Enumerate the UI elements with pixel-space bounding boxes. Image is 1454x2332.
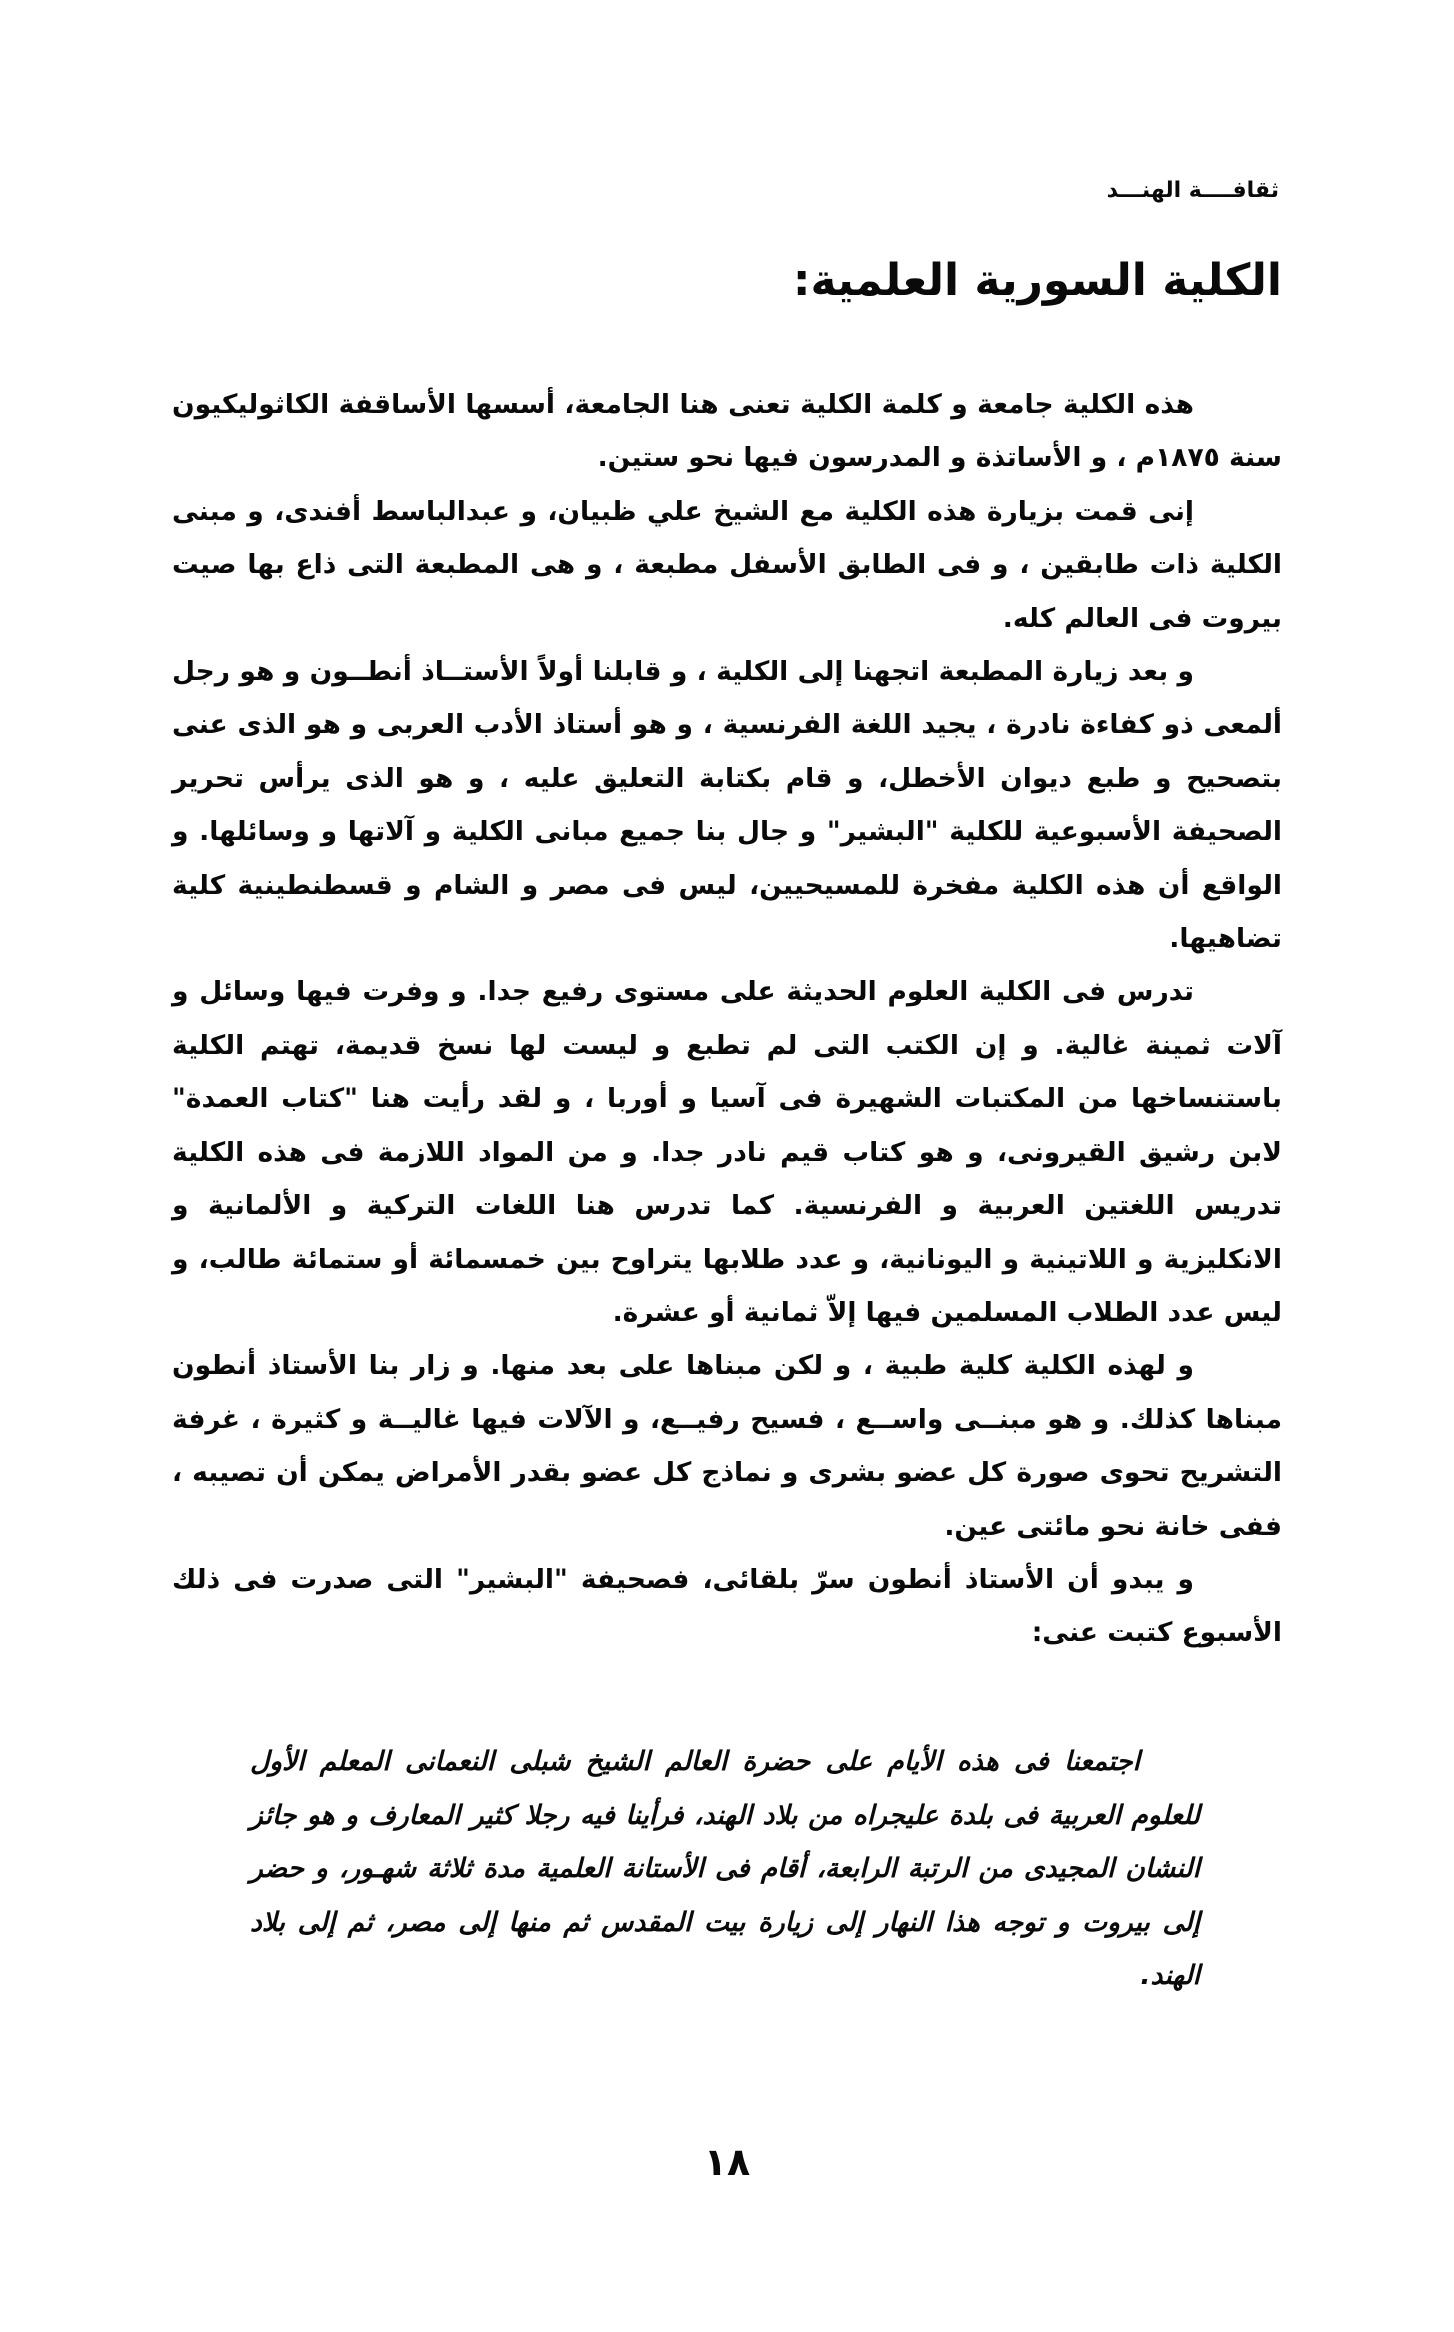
quote-paragraph: اجتمعنا فى هذه الأيام على حضرة العالم الشيخ شبلى النعمانى المعلم الأول للعلوم العربية فى بلدة عليجراه من بلاد الهند، فرأينا فيه رجلا كثير المعارف و هو جائز النشان المجيدى من الرتبة الرابعة، أقام فى الأستانة العلمية مدة ثلاثة شهـور، و حضر إلى بيروت و توجه هذا النهار إلى زيارة بيت المقدس ثم منها إلى مصر، ثم إلى بلاد الهند. <box>250 1746 1200 1992</box>
body-text <box>172 378 1282 1660</box>
paragraph-medical-college: و لهذه الكلية كلية طبية ، و لكن مبناها على بعد منها. و زار بنا الأستاذ أنطون مبناها كذلك. و هو مبنــى واســع ، فسيح رفيــع، و الآلات فيها غاليــة و كثيرة ، غرفة التشريح تحوى صورة كل عضو بشرى و نماذج كل عضو بقدر الأمراض يمكن أن تصيبه ، ففى خانة نحو مائتى عين. <box>172 1350 1282 1542</box>
paragraph-professor-anton: و بعد زيارة المطبعة اتجهنا إلى الكلية ، و قابلنا أولاً الأستــاذ أنطــون و هو رجل ألمعى ذو كفاءة نادرة ، يجيد اللغة الفرنسية ، و هو أستاذ الأدب العربى و هو الذى عنى بتصحيح و طبع ديوان الأخطل، و قام بكتابة التعليق عليه ، و هو الذى يرأس تحرير الصحيفة الأسبوعية للكلية "البشير" و جال بنا جميع مبانى الكلية و آلاتها و وسائلها. و الواقع أن هذه الكلية مفخرة للمسيحيين، ليس فى مصر و الشام و قسطنطينية كلية تضاهيها. <box>172 656 1282 955</box>
block-quote <box>250 1735 1200 2003</box>
running-header: ثقافــــة الهنـــد <box>1106 178 1279 203</box>
paragraph-al-bashir: و يبدو أن الأستاذ أنطون سرّ بلقائى، فصحيفة "البشير" التى صدرت فى ذلك الأسبوع كتبت عنى: <box>172 1563 1282 1649</box>
paragraph-curriculum: تدرس فى الكلية العلوم الحديثة على مستوى رفيع جدا. و وفرت فيها وسائل و آلات ثمينة غالية. و إن الكتب التى لم تطبع و ليست لها نسخ قديمة، تهتم الكلية باستنساخها من المكتبات الشهيرة فى آسيا و أوربا ، و لقد رأيت هنا "كتاب العمدة" لابن رشيق القيرونى، و هو كتاب قيم نادر جدا. و من المواد اللازمة فى هذه الكلية تدريس اللغتين العربية و الفرنسية. كما تدرس هنا اللغات التركية و الألمانية و الانكليزية و اللاتينية و اليونانية، و عدد طلابها يتراوح بين خمسمائة أو ستمائة طالب، و ليس عدد الطلاب المسلمين فيها إلاّ ثمانية أو عشرة. <box>172 976 1282 1328</box>
page-number: ١٨ <box>703 2140 751 2184</box>
paragraph-college-intro: هذه الكلية جامعة و كلمة الكلية تعنى هنا الجامعة، أسسها الأساقفة الكاثوليكيون سنة ١٨٧٥م ، و الأساتذة و المدرسون فيها نحو ستين. <box>172 389 1282 474</box>
paragraph-visit: إنى قمت بزيارة هذه الكلية مع الشيخ علي ظبيان، و عبدالباسط أفندى، و مبنى الكلية ذات طابقين ، و فى الطابق الأسفل مطبعة ، و هى المطبعة التى ذاع بها صيت بيروت فى العالم كله. <box>172 495 1282 634</box>
section-title: الكلية السورية العلمية: <box>792 255 1282 306</box>
